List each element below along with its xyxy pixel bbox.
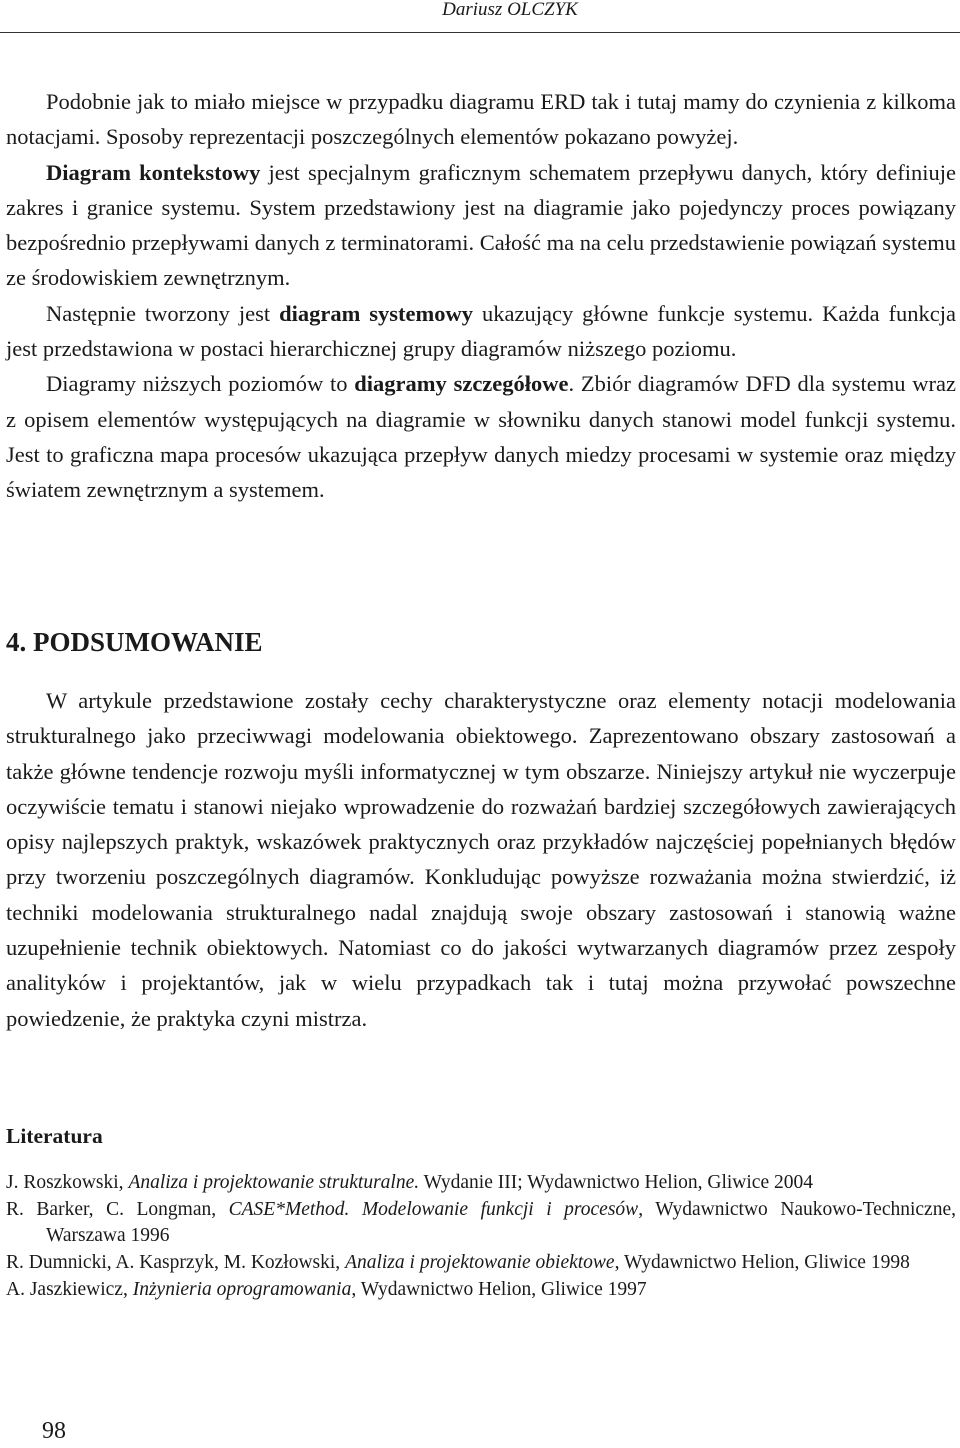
bold-term: diagram systemowy <box>279 300 474 326</box>
body-text-summary <box>6 683 956 1036</box>
text-run: A. Jaszkiewicz, <box>6 1279 133 1300</box>
text-run: , Wydawnictwo Helion, Gliwice 1998 <box>614 1252 910 1273</box>
reference-item <box>6 1250 956 1276</box>
text-run: R. Dumnicki, A. Kasprzyk, M. Kozłowski, <box>6 1252 346 1273</box>
paragraph <box>6 366 956 507</box>
italic-title: CASE*Method. Modelowanie funkcji i procesów <box>228 1199 639 1220</box>
bold-term: diagramy szczegółowe <box>354 371 569 397</box>
text-run: jest specjalnym graficznym schematem przepływu danych, który definiuje zakres i granice systemu. System przedstawiony jest na diagramie jako pojedynczy proces powiązany bezpośrednio przepływami danych z terminatorami. Całość ma na celu przedstawienie powiązań systemu ze środowiskiem zewnętrznym. <box>6 159 956 291</box>
reference-item <box>6 1197 956 1249</box>
paragraph <box>6 84 956 155</box>
literature-heading: Literatura <box>6 1124 103 1148</box>
text-run: ukazujący główne funkcje systemu. Każda funkcja jest przedstawiona w postaci hierarchicznej grupy diagramów niższego poziomu. <box>6 300 956 362</box>
section-heading: 4. PODSUMOWANIE <box>6 627 263 657</box>
reference-item <box>6 1170 956 1196</box>
text-run: Podobnie jak to miało miejsce w przypadku diagramu ERD tak i tutaj mamy do czynienia z kilkoma notacjami. Sposoby reprezentacji poszczególnych elementów pokazano powyżej. <box>6 89 956 150</box>
reference-item <box>6 1277 956 1303</box>
paragraph <box>6 296 956 367</box>
text-run: R. Barker, C. Longman, <box>6 1199 229 1220</box>
paragraph <box>6 155 956 296</box>
body-text-top <box>6 84 956 508</box>
text-run: . Zbiór diagramów DFD dla systemu wraz z opisem elementów występujących na diagramie w słowniku danych stanowi model funkcji systemu. Jest to graficzna mapa procesów ukazująca przepływ danych miedzy procesami w systemie oraz między światem zewnętrznym a systemem. <box>6 371 956 503</box>
text-run: Następnie tworzony jest <box>46 300 280 326</box>
text-run: , Wydawnictwo Helion, Gliwice 1997 <box>351 1279 647 1300</box>
italic-title: Inżynieria oprogramowania <box>132 1279 352 1300</box>
text-run: J. Roszkowski, <box>6 1172 129 1193</box>
running-head-author: Dariusz OLCZYK <box>442 0 578 20</box>
reference-list <box>6 1170 956 1304</box>
bold-term: Diagram kontekstowy <box>46 159 261 185</box>
running-head <box>0 0 960 33</box>
italic-title: Analiza i projektowanie obiektowe <box>345 1252 615 1273</box>
paragraph: W artykule przedstawione zostały cechy charakterystyczne oraz elementy notacji modelowania strukturalnego jako przeciwwagi modelowania obiektowego. Zaprezentowano obszary zastosowań a także główne tendencje rozwoju myśli informatycznej w tym obszarze. Niniejszy artykuł nie wyczerpuje oczywiście tematu i stanowi niejako wprowadzenie do rozważań bardziej szczegółowych zawierających opisy najlepszych praktyk, wskazówek praktycznych oraz przykładów najczęściej popełnianych błędów przy tworzeniu poszczególnych diagramów. Konkludując powyższe rozważania można stwierdzić, iż techniki modelowania strukturalnego nadal znajdują swoje obszary zastosowań i stanowią ważne uzupełnienie technik obiektowych. Natomiast co do jakości wytwarzanych diagramów przez zespoły analityków i projektantów, jak w wielu przypadkach tak i tutaj można przywołać powszechne powiedzenie, że praktyka czyni mistrza. <box>6 688 956 1031</box>
page-number: 98 <box>42 1418 66 1444</box>
text-run: , Wydawnictwo Naukowo-Techniczne, Warszawa 1996 <box>46 1199 956 1246</box>
italic-title: Analiza i projektowanie strukturalne. <box>128 1172 420 1193</box>
text-run: Wydanie III; Wydawnictwo Helion, Gliwice 2004 <box>419 1172 813 1193</box>
text-run: Diagramy niższych poziomów to <box>46 371 355 397</box>
